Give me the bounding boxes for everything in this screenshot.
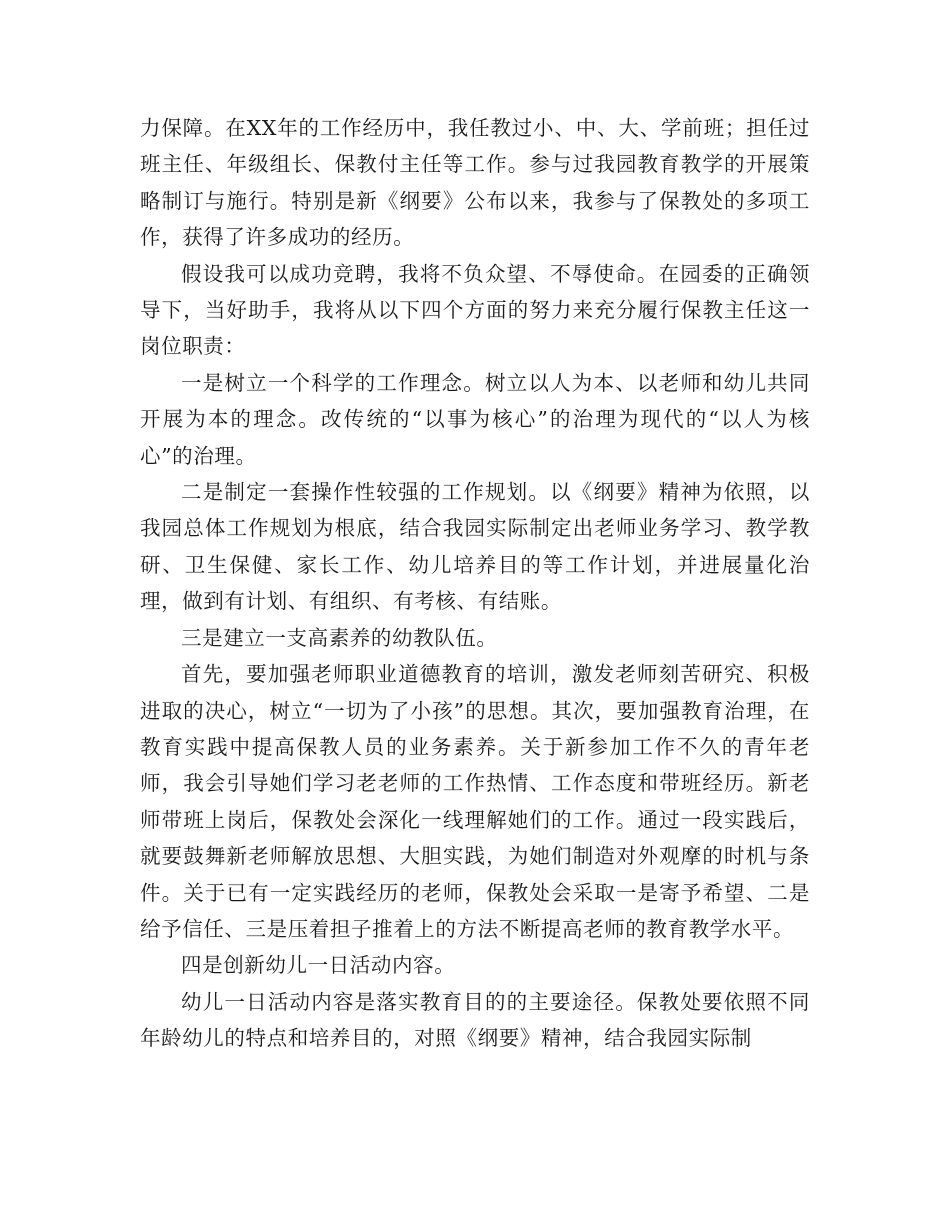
paragraph-2: 假设我可以成功竞聘，我将不负众望、不辱使命。在园委的正确领导下，当好助手，我将从以下四个方面的努力来充分履行保教主任这一岗位职责： bbox=[140, 261, 810, 359]
paragraph-4: 二是制定一套操作性较强的工作规划。以《纲要》精神为依照，以我园总体工作规划为根底，结合我园实际制定出老师业务学习、教学教研、卫生保健、家长工作、幼儿培养目的等工作计划，并进展量化治理，做到有计划、有组织、有考核、有结账。 bbox=[140, 480, 810, 614]
paragraph-7: 四是创新幼儿一日活动内容。 bbox=[181, 953, 456, 978]
document-body bbox=[140, 110, 810, 1057]
paragraph-3: 一是树立一个科学的工作理念。树立以人为本、以老师和幼儿共同开展为本的理念。改传统的“以事为核心”的治理为现代的“以人为核心”的治理。 bbox=[140, 370, 810, 468]
paragraph-6: 首先，要加强老师职业道德教育的培训，激发老师刻苦研究、积极进取的决心，树立“一切为了小孩”的思想。其次，要加强教育治理，在教育实践中提高保教人员的业务素养。关于新参加工作不久的青年老师，我会引导她们学习老老师的工作热情、工作态度和带班经历。新老师带班上岗后，保教处会深化一线理解她们的工作。通过一段实践后，就要鼓舞新老师解放思想、大胆实践，为她们制造对外观摩的时机与条件。关于已有一定实践经历的老师，保教处会采取一是寄予希望、二是给予信任、三是压着担子推着上的方法不断提高老师的教育教学水平。 bbox=[140, 662, 810, 941]
paragraph-8: 幼儿一日活动内容是落实教育目的的主要途径。保教处要依照不同年龄幼儿的特点和培养目的，对照《纲要》精神，结合我园实际制 bbox=[140, 989, 810, 1051]
paragraph-1: 力保障。在XX年的工作经历中，我任教过小、中、大、学前班；担任过班主任、年级组长、保教付主任等工作。参与过我园教育教学的开展策略制订与施行。特别是新《纲要》公布以来，我参与了保教处的多项工作，获得了许多成功的经历。 bbox=[140, 116, 810, 250]
paragraph-5: 三是建立一支高素养的幼教队伍。 bbox=[181, 625, 498, 650]
